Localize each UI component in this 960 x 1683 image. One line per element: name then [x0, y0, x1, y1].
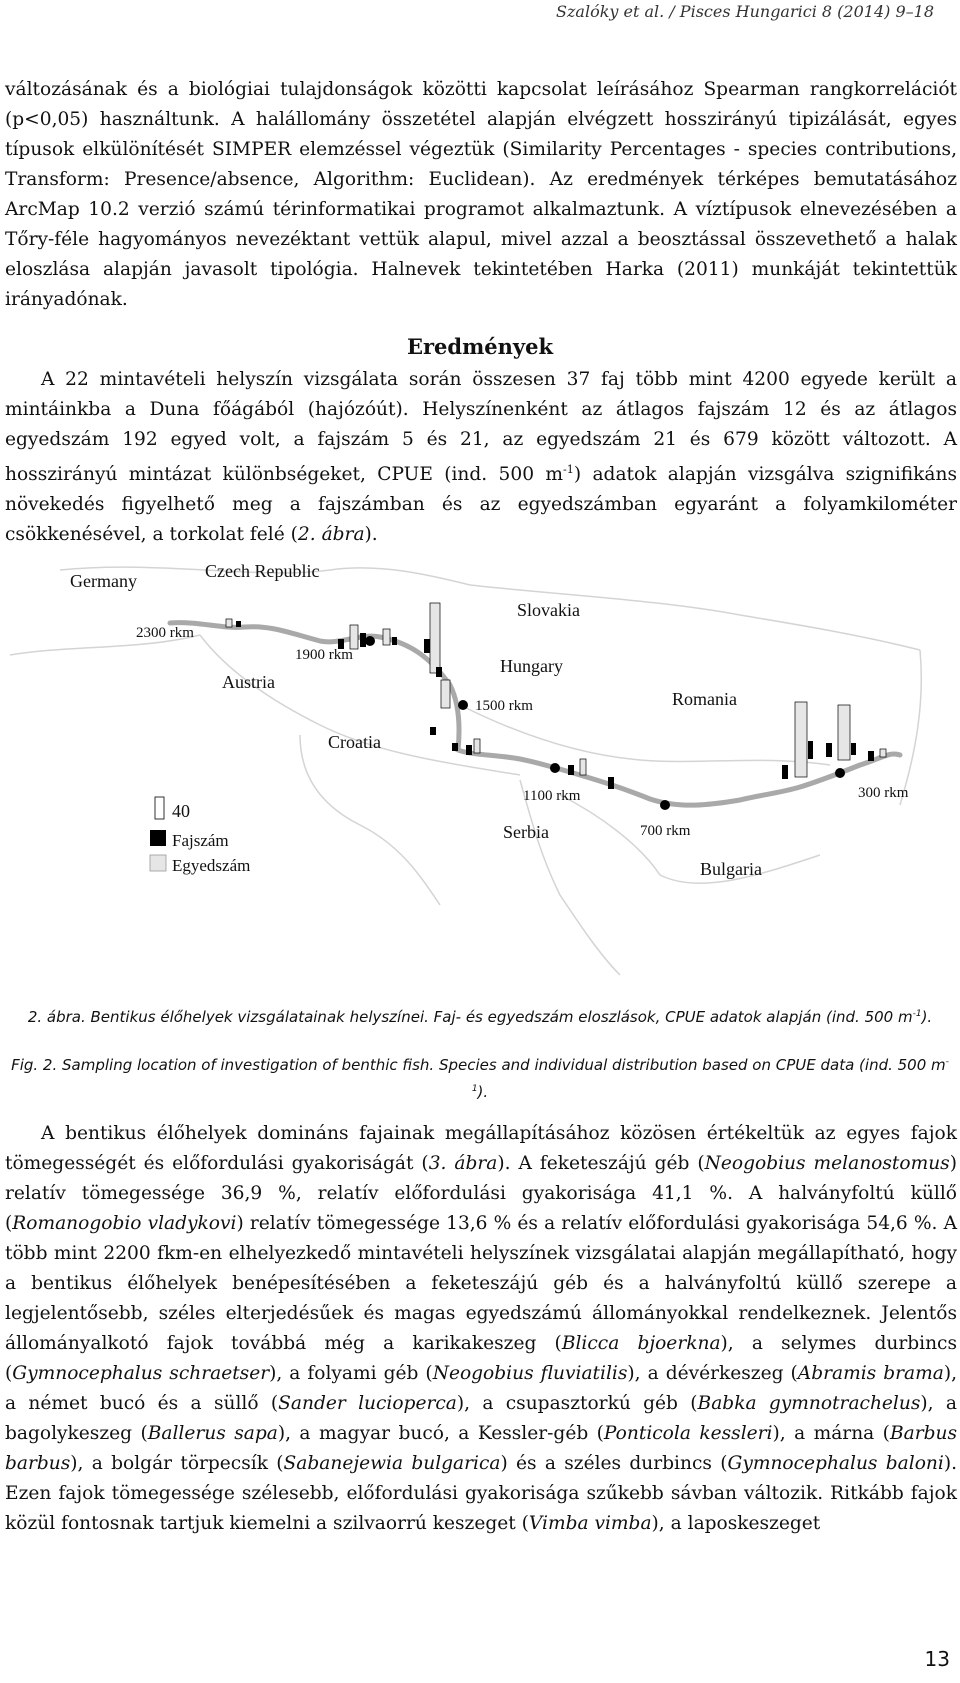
discussion-text: ) és a széles durbincs (: [500, 1453, 728, 1474]
results-superscript: -1: [563, 463, 574, 476]
label-1500-rkm: 1500 rkm: [475, 698, 533, 714]
discussion-text: ) relatív tömegessége 36,9 %, relatív előfordulási gyakorisága 41,1 %. A halványfoltú küllő (: [5, 1153, 957, 1234]
results-text-2: ) adatok alapján vizsgálva szignifikáns növekedés figyelhető meg a fajszámban és az egyedszámban egyaránt a folyamkilométer csökkenésével, a torkolat felé (: [5, 464, 957, 546]
species-name: Sander lucioperca: [278, 1393, 457, 1414]
species-name: Romanogobio vladykovi: [12, 1213, 237, 1234]
label-serbia: Serbia: [503, 822, 549, 842]
species-name: Gymnocephalus schraetser: [12, 1363, 270, 1384]
discussion-text: ). A feketeszájú géb (: [497, 1153, 705, 1174]
label-slovakia: Slovakia: [517, 600, 580, 620]
discussion-text: ), a német bucó és a süllő (: [5, 1363, 957, 1414]
species-name: Ponticola kessleri: [603, 1423, 773, 1444]
figure-3-reference: 3. ábra: [428, 1153, 498, 1174]
legend-individuals-swatch: [150, 855, 166, 871]
label-austria: Austria: [222, 672, 275, 692]
figure-reference: 2. ábra: [297, 524, 365, 546]
danube-map-figure: [0, 555, 960, 995]
caption-en-end: ).: [477, 1083, 489, 1101]
species-name: Babka gymnotrachelus: [697, 1393, 921, 1414]
discussion-paragraph: [5, 1119, 957, 1539]
discussion-text: ), a bagolykeszeg (: [5, 1393, 957, 1444]
discussion-text: ), a folyami géb (: [269, 1363, 433, 1384]
results-text-end: ).: [364, 524, 378, 546]
danube-river: [170, 623, 900, 806]
label-hungary: Hungary: [500, 656, 563, 676]
species-name: Gymnocephalus baloni: [727, 1453, 944, 1474]
caption-en-sup: -1: [471, 1057, 949, 1094]
discussion-text: ), a csupasztorkú géb (: [456, 1393, 698, 1414]
legend-individuals-label: Egyedszám: [172, 856, 251, 875]
label-czech-republic: Czech Republic: [205, 561, 320, 581]
intro-paragraph: változásának és a biológiai tulajdonságok közötti kapcsolat leírásához Spearman rangkorrelációt (p<0,05) használtunk. A halállomány összetétel alapján elvégzett hosszirányú tipizálását, egyes típusok elkülönítését SIMPER elemzéssel végeztük (Similarity Percentages - species contributions, Transform: Presence/absence, Algorithm: Euclidean). Az eredmények térképes bemutatásához ArcMap 10.2 verzió számú térinformatikai programot alkalmaztunk. A víztípusok elnevezésében a Tőry-féle hagyományos nevezéktant vettük alapul, mivel azzal a beosztással összevethető a halak eloszlása alapján javasolt tipológia. Halnevek tekintetében Harka (2011) munkáját tekintettük irányadónak.: [5, 79, 957, 310]
discussion-text: ), a dévérkeszeg (: [627, 1363, 798, 1384]
caption-hu-sup: -1: [912, 1009, 922, 1019]
label-1100-rkm: 1100 rkm: [523, 788, 581, 804]
discussion-text: ), a bolgár törpecsík (: [70, 1453, 284, 1474]
running-head: Szalóky et al. / Pisces Hungarici 8 (2014) 9–18: [556, 2, 934, 21]
legend-scale-bar: [155, 797, 164, 819]
discussion-text: ), a selymes durbincs (: [5, 1333, 958, 1384]
discussion-text: ) relatív tömegessége 13,6 % és a relatív előfordulási gyakorisága 54,6 %. A több mint 2200 fkm-en elhelyezkedő mintavételi helyszínek vizsgálatai alapján megállapítható, hogy a bentikus élőhelyek benépesítésében a feketeszájú géb és a halványfoltú küllő szerepe a legjelentősebb, széles elterjedésűek és magas egyedszámú állományokkal rendelkeznek. Jelentős állományalkotó fajok továbbá még a karikakeszeg (: [5, 1213, 957, 1354]
label-2300-rkm: 2300 rkm: [136, 625, 194, 641]
legend-species-label: Fajszám: [172, 831, 229, 850]
map-legend: [150, 797, 250, 875]
species-name: Abramis brama: [797, 1363, 944, 1384]
discussion-text: ), a laposkeszeget: [651, 1513, 821, 1534]
legend-species-swatch: [150, 830, 166, 846]
figure-caption-hu: [10, 1002, 950, 1029]
discussion-text: ). Ezen fajok tömegessége szélesebb, előfordulási gyakorisága szűkebb sávban változik. Ritkább fajok közül fontosnak tartjuk kiemelni a szilvaorrú keszeget (: [5, 1453, 957, 1534]
species-name: Vimba vimba: [528, 1513, 652, 1534]
label-germany: Germany: [70, 571, 137, 591]
label-700-rkm: 700 rkm: [640, 823, 691, 839]
discussion-text: A bentikus élőhelyek domináns fajainak megállapításához közösen értékeltük az egyes fajok tömegességét és előfordulási gyakoriságát (: [5, 1123, 957, 1174]
figure-caption-en: [10, 1050, 950, 1104]
label-bulgaria: Bulgaria: [700, 859, 762, 879]
label-romania: Romania: [672, 689, 737, 709]
species-name: Ballerus sapa: [147, 1423, 278, 1444]
species-name: Barbus barbus: [5, 1423, 958, 1474]
discussion-text: ), a márna (: [772, 1423, 890, 1444]
section-heading: Eredmények: [406, 334, 554, 359]
results-paragraph: [5, 365, 957, 550]
label-300-rkm: 300 rkm: [858, 785, 909, 801]
caption-hu-end: ).: [921, 1008, 933, 1026]
caption-hu-text: 2. ábra. Bentikus élőhelyek vizsgálatainak helyszínei. Faj- és egyedszám eloszlások, CPUE adatok alapján (ind. 500 m: [27, 1008, 913, 1026]
species-name: Blicca bjoerkna: [561, 1333, 721, 1354]
species-name: Sabanejewia bulgarica: [283, 1453, 501, 1474]
caption-en-text: Fig. 2. Sampling location of investigation of benthic fish. Species and individual distribution based on CPUE data (ind. 500 m: [11, 1056, 946, 1074]
label-croatia: Croatia: [328, 732, 381, 752]
page-number: 13: [924, 1647, 950, 1671]
discussion-text: ), a magyar bucó, a Kessler-géb (: [277, 1423, 604, 1444]
species-name: Neogobius fluviatilis: [432, 1363, 628, 1384]
label-1900-rkm: 1900 rkm: [295, 647, 353, 663]
species-name: Neogobius melanostomus: [704, 1153, 950, 1174]
results-text: A 22 mintavételi helyszín vizsgálata során összesen 37 faj több mint 4200 egyede került a mintáinkba a Duna főágából (hajózóút). Helyszínenként az átlagos fajszám 12 és az átlagos egyedszám 192 egyed volt, a fajszám 5 és 21, az egyedszám 21 és 679 között változott. A hosszirányú mintázat különbségeket, CPUE (ind. 500 m: [5, 369, 957, 486]
legend-scale-value: 40: [172, 801, 190, 821]
